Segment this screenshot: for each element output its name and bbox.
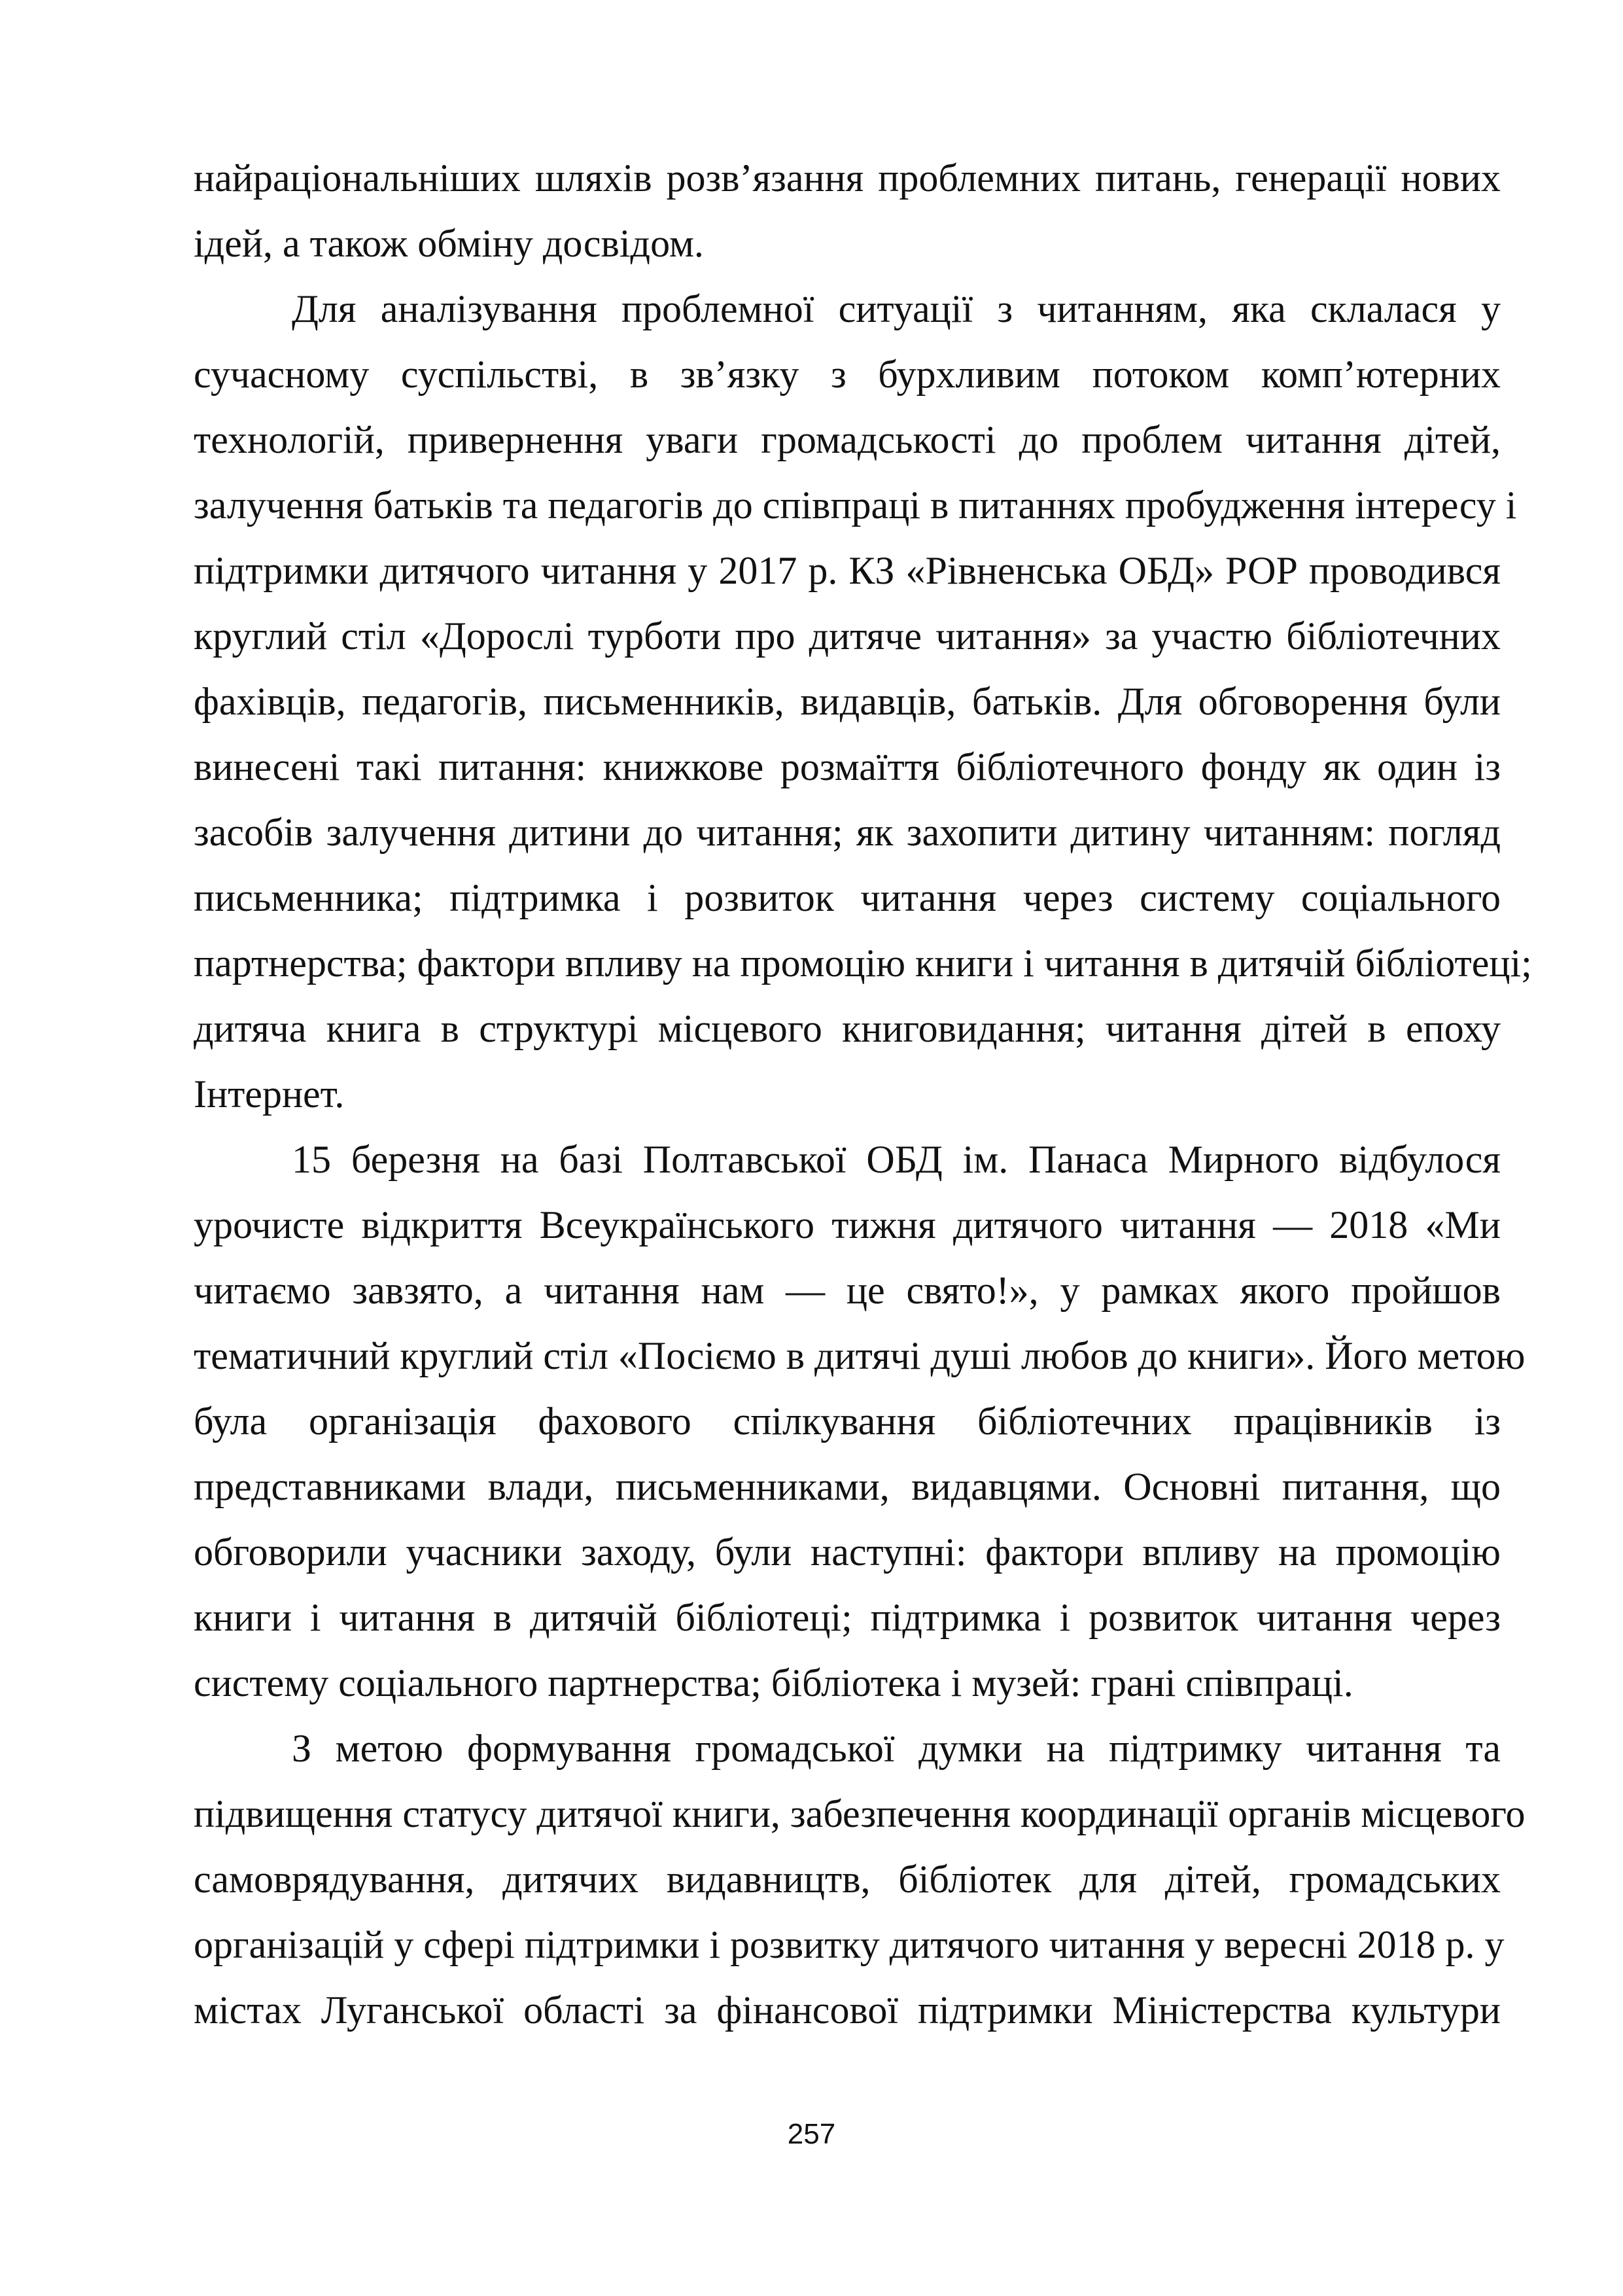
text-line: круглий стіл «Дорослі турботи про дитяче читання» за участю бібліотечних	[194, 614, 1501, 658]
text-line: Інтернет.	[194, 1072, 345, 1116]
text-line: обговорили учасники заходу, були наступні: фактори впливу на промоцію	[194, 1530, 1501, 1574]
text-line: ідей, а також обміну досвідом.	[194, 222, 704, 265]
text-line: технологій, привернення уваги громадськості до проблем читання дітей,	[194, 418, 1501, 461]
page-number: 257	[787, 2118, 836, 2150]
text-line: партнерства; фактори впливу на промоцію книги і читання в дитячій бібліотеці;	[194, 942, 1532, 985]
text-line: засобів залучення дитини до читання; як захопити дитину читанням: погляд	[194, 811, 1501, 854]
text-line: підтримки дитячого читання у 2017 р. КЗ «Рівненська ОБД» РОР проводився	[194, 549, 1501, 592]
text-line: Для аналізування проблемної ситуації з читанням, яка склалася у	[292, 287, 1501, 330]
text-line: сучасному суспільстві, в зв’язку з бурхливим потоком комп’ютерних	[194, 353, 1501, 396]
text-line: читаємо завзято, а читання нам — це свято!», у рамках якого пройшов	[194, 1269, 1501, 1312]
text-line: письменника; підтримка і розвиток читання через систему соціального	[194, 876, 1501, 919]
text-line: найраціональніших шляхів розв’язання проблемних питань, генерації нових	[194, 156, 1501, 200]
text-line: 15 березня на базі Полтавської ОБД ім. Панаса Мирного відбулося	[292, 1138, 1501, 1181]
text-line: урочисте відкриття Всеукраїнського тижня дитячого читання — 2018 «Ми	[194, 1203, 1501, 1246]
text-line: систему соціального партнерства; бібліотека і музей: грані співпраці.	[194, 1661, 1353, 1704]
text-line: фахівців, педагогів, письменників, видавців, батьків. Для обговорення були	[194, 680, 1501, 723]
text-line: винесені такі питання: книжкове розмаїття бібліотечного фонду як один із	[194, 745, 1501, 788]
text-line: дитяча книга в структурі місцевого книговидання; читання дітей в епоху	[194, 1007, 1501, 1050]
text-line: книги і читання в дитячій бібліотеці; підтримка і розвиток читання через	[194, 1596, 1501, 1639]
text-line: самоврядування, дитячих видавництв, бібліотек для дітей, громадських	[194, 1858, 1501, 1901]
text-line: З метою формування громадської думки на підтримку читання та	[292, 1727, 1501, 1770]
text-line: організацій у сфері підтримки і розвитку дитячого читання у вересні 2018 р. у	[194, 1923, 1505, 1966]
text-line: була організація фахового спілкування бібліотечних працівників із	[194, 1400, 1501, 1443]
text-line: тематичний круглий стіл «Посіємо в дитячі душі любов до книги». Його метою	[194, 1334, 1526, 1377]
text-line: представниками влади, письменниками, видавцями. Основні питання, що	[194, 1465, 1501, 1508]
text-line: підвищення статусу дитячої книги, забезпечення координації органів місцевого	[194, 1792, 1526, 1835]
text-line: залучення батьків та педагогів до співпраці в питаннях пробудження інтересу і	[194, 484, 1517, 527]
page-body-text	[194, 145, 1532, 2043]
text-line: містах Луганської області за фінансової підтримки Міністерства культури	[194, 1988, 1501, 2032]
